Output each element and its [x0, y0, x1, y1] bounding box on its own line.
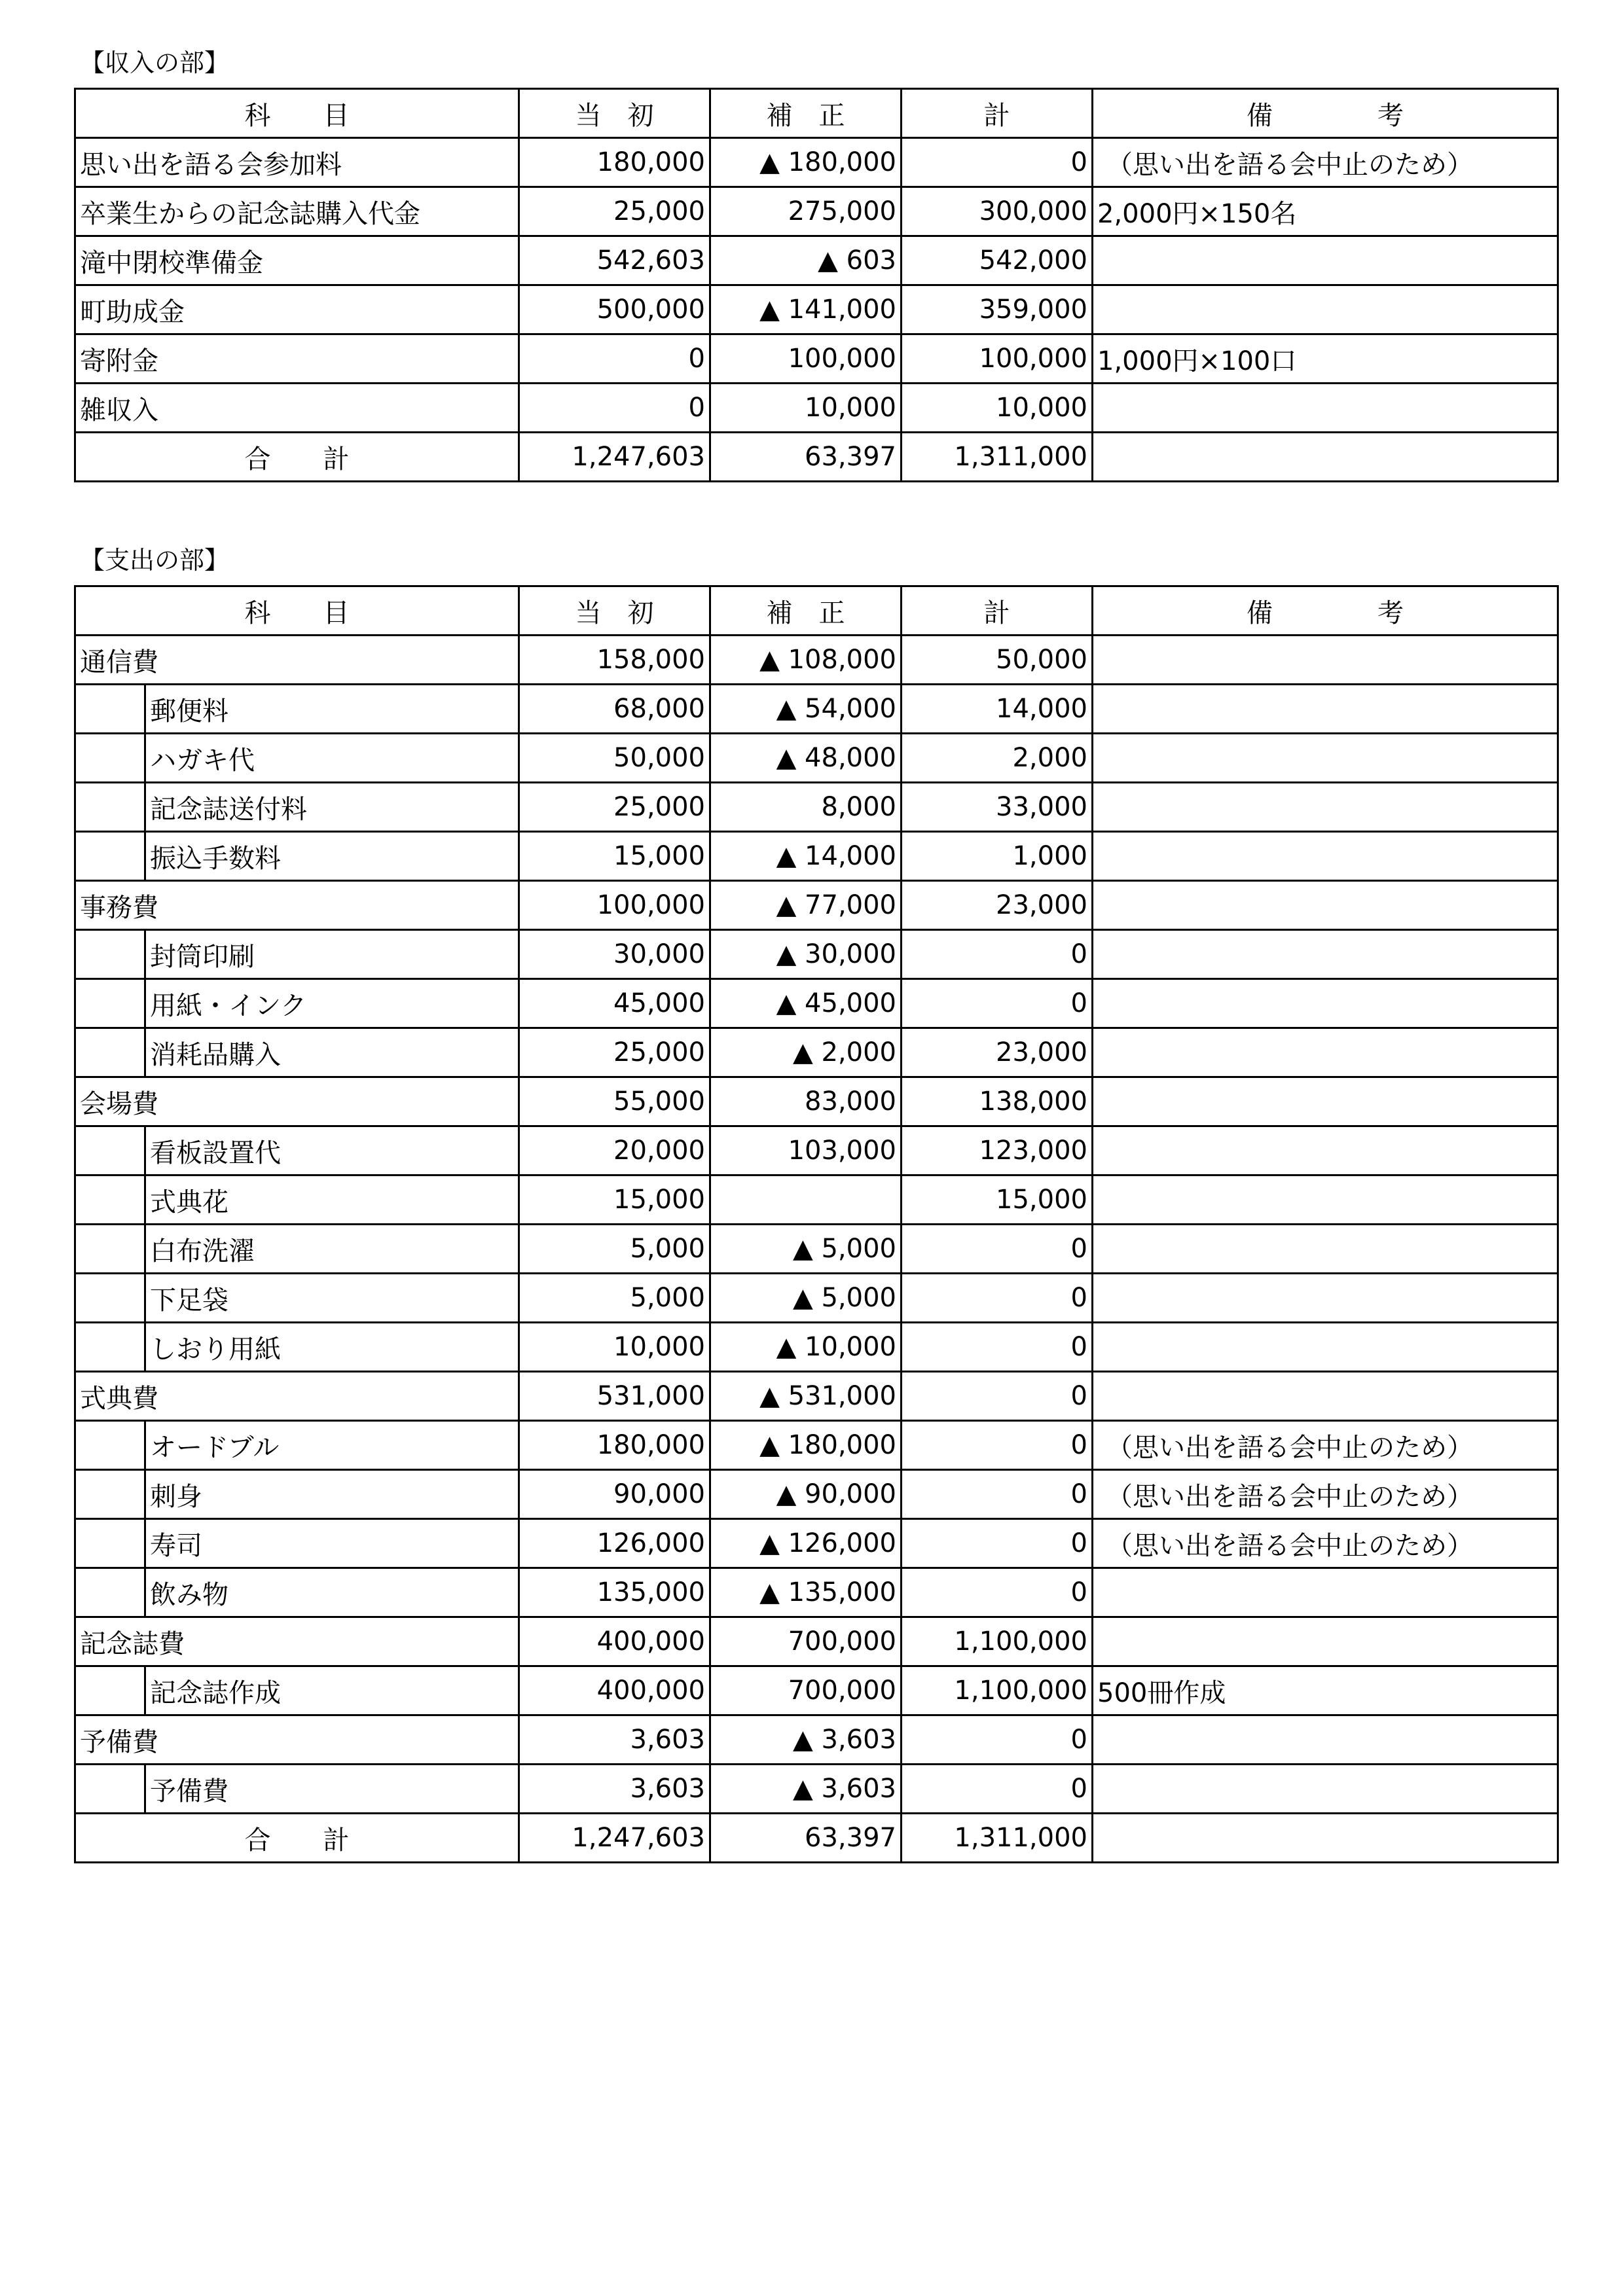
item-cell: ハガキ代 — [145, 734, 519, 783]
indent-cell — [75, 1126, 145, 1175]
note-cell — [1093, 734, 1558, 783]
item-cell: 記念誌送付料 — [145, 783, 519, 832]
item-cell: 飲み物 — [145, 1568, 519, 1617]
note-cell — [1093, 1028, 1558, 1077]
table-row — [75, 384, 1558, 433]
indent-cell — [75, 1421, 145, 1470]
total-cell: 0 — [902, 1568, 1093, 1617]
header-item: 科 目 — [75, 586, 519, 636]
income-table — [74, 88, 1559, 482]
initial-cell: 180,000 — [519, 1421, 710, 1470]
total-cell: 0 — [902, 1372, 1093, 1421]
table-row — [75, 1470, 1558, 1519]
total-cell: 0 — [902, 1323, 1093, 1372]
table-row — [75, 285, 1558, 334]
adjust-cell: ▲ 135,000 — [710, 1568, 902, 1617]
total-cell: 123,000 — [902, 1126, 1093, 1175]
initial-cell: 180,000 — [519, 138, 710, 187]
initial-cell: 3,603 — [519, 1715, 710, 1765]
adjust-cell: ▲ 108,000 — [710, 636, 902, 685]
note-cell — [1093, 285, 1558, 334]
adjust-cell: ▲ 603 — [710, 236, 902, 285]
initial-cell: 15,000 — [519, 832, 710, 881]
table-row — [75, 1225, 1558, 1274]
note-cell: （思い出を語る会中止のため） — [1093, 1470, 1558, 1519]
total-cell: 0 — [902, 1470, 1093, 1519]
table-row — [75, 1519, 1558, 1568]
adjust-cell: 275,000 — [710, 187, 902, 236]
note-cell — [1093, 1274, 1558, 1323]
note-cell: 2,000円×150名 — [1093, 187, 1558, 236]
note-cell — [1093, 1077, 1558, 1126]
indent-cell — [75, 1568, 145, 1617]
group-item-cell: 会場費 — [75, 1077, 519, 1126]
table-row — [75, 783, 1558, 832]
header-initial: 当 初 — [519, 586, 710, 636]
adjust-cell: ▲ 5,000 — [710, 1225, 902, 1274]
indent-cell — [75, 1274, 145, 1323]
table-row — [75, 1126, 1558, 1175]
header-item: 科 目 — [75, 89, 519, 138]
item-cell: 看板設置代 — [145, 1126, 519, 1175]
note-cell: （思い出を語る会中止のため） — [1093, 138, 1558, 187]
total-cell: 138,000 — [902, 1077, 1093, 1126]
initial-cell: 25,000 — [519, 187, 710, 236]
group-row — [75, 881, 1558, 930]
expense-table — [74, 585, 1559, 1863]
note-cell — [1093, 1126, 1558, 1175]
note-cell — [1093, 930, 1558, 979]
initial-cell: 500,000 — [519, 285, 710, 334]
adjust-cell — [710, 1175, 902, 1225]
note-cell — [1093, 1225, 1558, 1274]
indent-cell — [75, 1225, 145, 1274]
initial-cell: 158,000 — [519, 636, 710, 685]
item-cell: 式典花 — [145, 1175, 519, 1225]
header-initial: 当 初 — [519, 89, 710, 138]
total-cell: 0 — [902, 1519, 1093, 1568]
group-row — [75, 1715, 1558, 1765]
total-cell: 0 — [902, 1225, 1093, 1274]
indent-cell — [75, 734, 145, 783]
item-cell: 記念誌作成 — [145, 1666, 519, 1715]
group-item-cell: 式典費 — [75, 1372, 519, 1421]
income-section-title: 【収入の部】 — [80, 48, 230, 77]
total-cell: 23,000 — [902, 881, 1093, 930]
total-cell: 50,000 — [902, 636, 1093, 685]
total-cell: 0 — [902, 138, 1093, 187]
group-item-cell: 事務費 — [75, 881, 519, 930]
header-total: 計 — [902, 89, 1093, 138]
header-adjust: 補 正 — [710, 89, 902, 138]
adjust-cell: 700,000 — [710, 1617, 902, 1666]
table-row — [75, 1568, 1558, 1617]
indent-cell — [75, 783, 145, 832]
item-cell: 卒業生からの記念誌購入代金 — [75, 187, 519, 236]
indent-cell — [75, 1666, 145, 1715]
total-cell: 15,000 — [902, 1175, 1093, 1225]
header-note: 備 考 — [1093, 89, 1558, 138]
note-cell — [1093, 1715, 1558, 1765]
initial-cell: 30,000 — [519, 930, 710, 979]
group-item-cell: 通信費 — [75, 636, 519, 685]
table-row — [75, 187, 1558, 236]
indent-cell — [75, 1175, 145, 1225]
table-row — [75, 1323, 1558, 1372]
total-cell: 33,000 — [902, 783, 1093, 832]
group-row — [75, 1077, 1558, 1126]
total-cell: 1,000 — [902, 832, 1093, 881]
initial-cell: 5,000 — [519, 1225, 710, 1274]
adjust-cell: ▲ 2,000 — [710, 1028, 902, 1077]
group-item-cell: 予備費 — [75, 1715, 519, 1765]
indent-cell — [75, 930, 145, 979]
total-cell: 0 — [902, 1421, 1093, 1470]
sum-note — [1093, 433, 1558, 482]
adjust-cell: ▲ 30,000 — [710, 930, 902, 979]
initial-cell: 400,000 — [519, 1617, 710, 1666]
item-cell: 消耗品購入 — [145, 1028, 519, 1077]
indent-cell — [75, 979, 145, 1028]
total-cell: 23,000 — [902, 1028, 1093, 1077]
initial-cell: 135,000 — [519, 1568, 710, 1617]
note-cell — [1093, 783, 1558, 832]
note-cell — [1093, 1617, 1558, 1666]
item-cell: 用紙・インク — [145, 979, 519, 1028]
sum-initial: 1,247,603 — [519, 1814, 710, 1863]
table-row — [75, 1421, 1558, 1470]
table-row — [75, 832, 1558, 881]
indent-cell — [75, 1470, 145, 1519]
initial-cell: 531,000 — [519, 1372, 710, 1421]
header-total: 計 — [902, 586, 1093, 636]
adjust-cell: ▲ 14,000 — [710, 832, 902, 881]
table-row — [75, 979, 1558, 1028]
indent-cell — [75, 1519, 145, 1568]
note-cell: （思い出を語る会中止のため） — [1093, 1421, 1558, 1470]
expense-header-row — [75, 586, 1558, 636]
adjust-cell: ▲ 3,603 — [710, 1715, 902, 1765]
sum-initial: 1,247,603 — [519, 433, 710, 482]
table-row — [75, 685, 1558, 734]
sum-adjust: 63,397 — [710, 1814, 902, 1863]
item-cell: 予備費 — [145, 1765, 519, 1814]
group-item-cell: 記念誌費 — [75, 1617, 519, 1666]
adjust-cell: ▲ 77,000 — [710, 881, 902, 930]
indent-cell — [75, 1323, 145, 1372]
item-cell: 下足袋 — [145, 1274, 519, 1323]
sum-label: 合 計 — [75, 433, 519, 482]
sum-note — [1093, 1814, 1558, 1863]
adjust-cell: 10,000 — [710, 384, 902, 433]
item-cell: 郵便料 — [145, 685, 519, 734]
table-row — [75, 1028, 1558, 1077]
adjust-cell: ▲ 45,000 — [710, 979, 902, 1028]
total-cell: 1,100,000 — [902, 1666, 1093, 1715]
income-header-row — [75, 89, 1558, 138]
note-cell — [1093, 832, 1558, 881]
table-row — [75, 734, 1558, 783]
note-cell — [1093, 1175, 1558, 1225]
note-cell — [1093, 384, 1558, 433]
item-cell: 寿司 — [145, 1519, 519, 1568]
note-cell: 500冊作成 — [1093, 1666, 1558, 1715]
item-cell: しおり用紙 — [145, 1323, 519, 1372]
initial-cell: 10,000 — [519, 1323, 710, 1372]
note-cell — [1093, 636, 1558, 685]
initial-cell: 25,000 — [519, 1028, 710, 1077]
table-row — [75, 1765, 1558, 1814]
adjust-cell: ▲ 90,000 — [710, 1470, 902, 1519]
total-cell: 542,000 — [902, 236, 1093, 285]
table-row — [75, 334, 1558, 384]
total-cell: 0 — [902, 1765, 1093, 1814]
total-cell: 14,000 — [902, 685, 1093, 734]
note-cell: （思い出を語る会中止のため） — [1093, 1519, 1558, 1568]
total-cell: 1,100,000 — [902, 1617, 1093, 1666]
group-row — [75, 636, 1558, 685]
total-cell: 100,000 — [902, 334, 1093, 384]
adjust-cell: ▲ 3,603 — [710, 1765, 902, 1814]
header-note: 備 考 — [1093, 586, 1558, 636]
note-cell — [1093, 1765, 1558, 1814]
adjust-cell: ▲ 141,000 — [710, 285, 902, 334]
total-cell: 10,000 — [902, 384, 1093, 433]
group-row — [75, 1617, 1558, 1666]
item-cell: 寄附金 — [75, 334, 519, 384]
adjust-cell: 700,000 — [710, 1666, 902, 1715]
note-cell — [1093, 236, 1558, 285]
adjust-cell: ▲ 180,000 — [710, 138, 902, 187]
indent-cell — [75, 685, 145, 734]
initial-cell: 50,000 — [519, 734, 710, 783]
table-row — [75, 138, 1558, 187]
initial-cell: 45,000 — [519, 979, 710, 1028]
adjust-cell: 100,000 — [710, 334, 902, 384]
item-cell: 白布洗濯 — [145, 1225, 519, 1274]
adjust-cell: ▲ 10,000 — [710, 1323, 902, 1372]
adjust-cell: ▲ 5,000 — [710, 1274, 902, 1323]
total-cell: 2,000 — [902, 734, 1093, 783]
adjust-cell: ▲ 48,000 — [710, 734, 902, 783]
adjust-cell: 103,000 — [710, 1126, 902, 1175]
sum-total: 1,311,000 — [902, 1814, 1093, 1863]
initial-cell: 90,000 — [519, 1470, 710, 1519]
indent-cell — [75, 832, 145, 881]
sum-adjust: 63,397 — [710, 433, 902, 482]
note-cell — [1093, 1323, 1558, 1372]
total-cell: 0 — [902, 1274, 1093, 1323]
item-cell: オードブル — [145, 1421, 519, 1470]
initial-cell: 3,603 — [519, 1765, 710, 1814]
note-cell — [1093, 979, 1558, 1028]
indent-cell — [75, 1765, 145, 1814]
note-cell — [1093, 685, 1558, 734]
adjust-cell: ▲ 180,000 — [710, 1421, 902, 1470]
initial-cell: 68,000 — [519, 685, 710, 734]
adjust-cell: ▲ 54,000 — [710, 685, 902, 734]
adjust-cell: 83,000 — [710, 1077, 902, 1126]
item-cell: 町助成金 — [75, 285, 519, 334]
note-cell — [1093, 1568, 1558, 1617]
table-row — [75, 930, 1558, 979]
total-cell: 0 — [902, 979, 1093, 1028]
item-cell: 滝中閉校準備金 — [75, 236, 519, 285]
initial-cell: 20,000 — [519, 1126, 710, 1175]
initial-cell: 0 — [519, 334, 710, 384]
item-cell: 雑収入 — [75, 384, 519, 433]
note-cell — [1093, 881, 1558, 930]
table-row — [75, 236, 1558, 285]
total-cell: 0 — [902, 1715, 1093, 1765]
group-row — [75, 1372, 1558, 1421]
table-row — [75, 1274, 1558, 1323]
total-cell: 359,000 — [902, 285, 1093, 334]
adjust-cell: ▲ 531,000 — [710, 1372, 902, 1421]
expense-section-title: 【支出の部】 — [80, 546, 230, 575]
adjust-cell: ▲ 126,000 — [710, 1519, 902, 1568]
item-cell: 思い出を語る会参加料 — [75, 138, 519, 187]
initial-cell: 15,000 — [519, 1175, 710, 1225]
adjust-cell: 8,000 — [710, 783, 902, 832]
initial-cell: 400,000 — [519, 1666, 710, 1715]
initial-cell: 25,000 — [519, 783, 710, 832]
table-row — [75, 1175, 1558, 1225]
initial-cell: 542,603 — [519, 236, 710, 285]
initial-cell: 55,000 — [519, 1077, 710, 1126]
expense-sum-row — [75, 1814, 1558, 1863]
item-cell: 振込手数料 — [145, 832, 519, 881]
initial-cell: 0 — [519, 384, 710, 433]
note-cell: 1,000円×100口 — [1093, 334, 1558, 384]
sum-label: 合 計 — [75, 1814, 519, 1863]
initial-cell: 126,000 — [519, 1519, 710, 1568]
initial-cell: 100,000 — [519, 881, 710, 930]
table-row — [75, 1666, 1558, 1715]
header-adjust: 補 正 — [710, 586, 902, 636]
sum-total: 1,311,000 — [902, 433, 1093, 482]
total-cell: 300,000 — [902, 187, 1093, 236]
indent-cell — [75, 1028, 145, 1077]
income-sum-row — [75, 433, 1558, 482]
note-cell — [1093, 1372, 1558, 1421]
initial-cell: 5,000 — [519, 1274, 710, 1323]
item-cell: 封筒印刷 — [145, 930, 519, 979]
total-cell: 0 — [902, 930, 1093, 979]
item-cell: 刺身 — [145, 1470, 519, 1519]
